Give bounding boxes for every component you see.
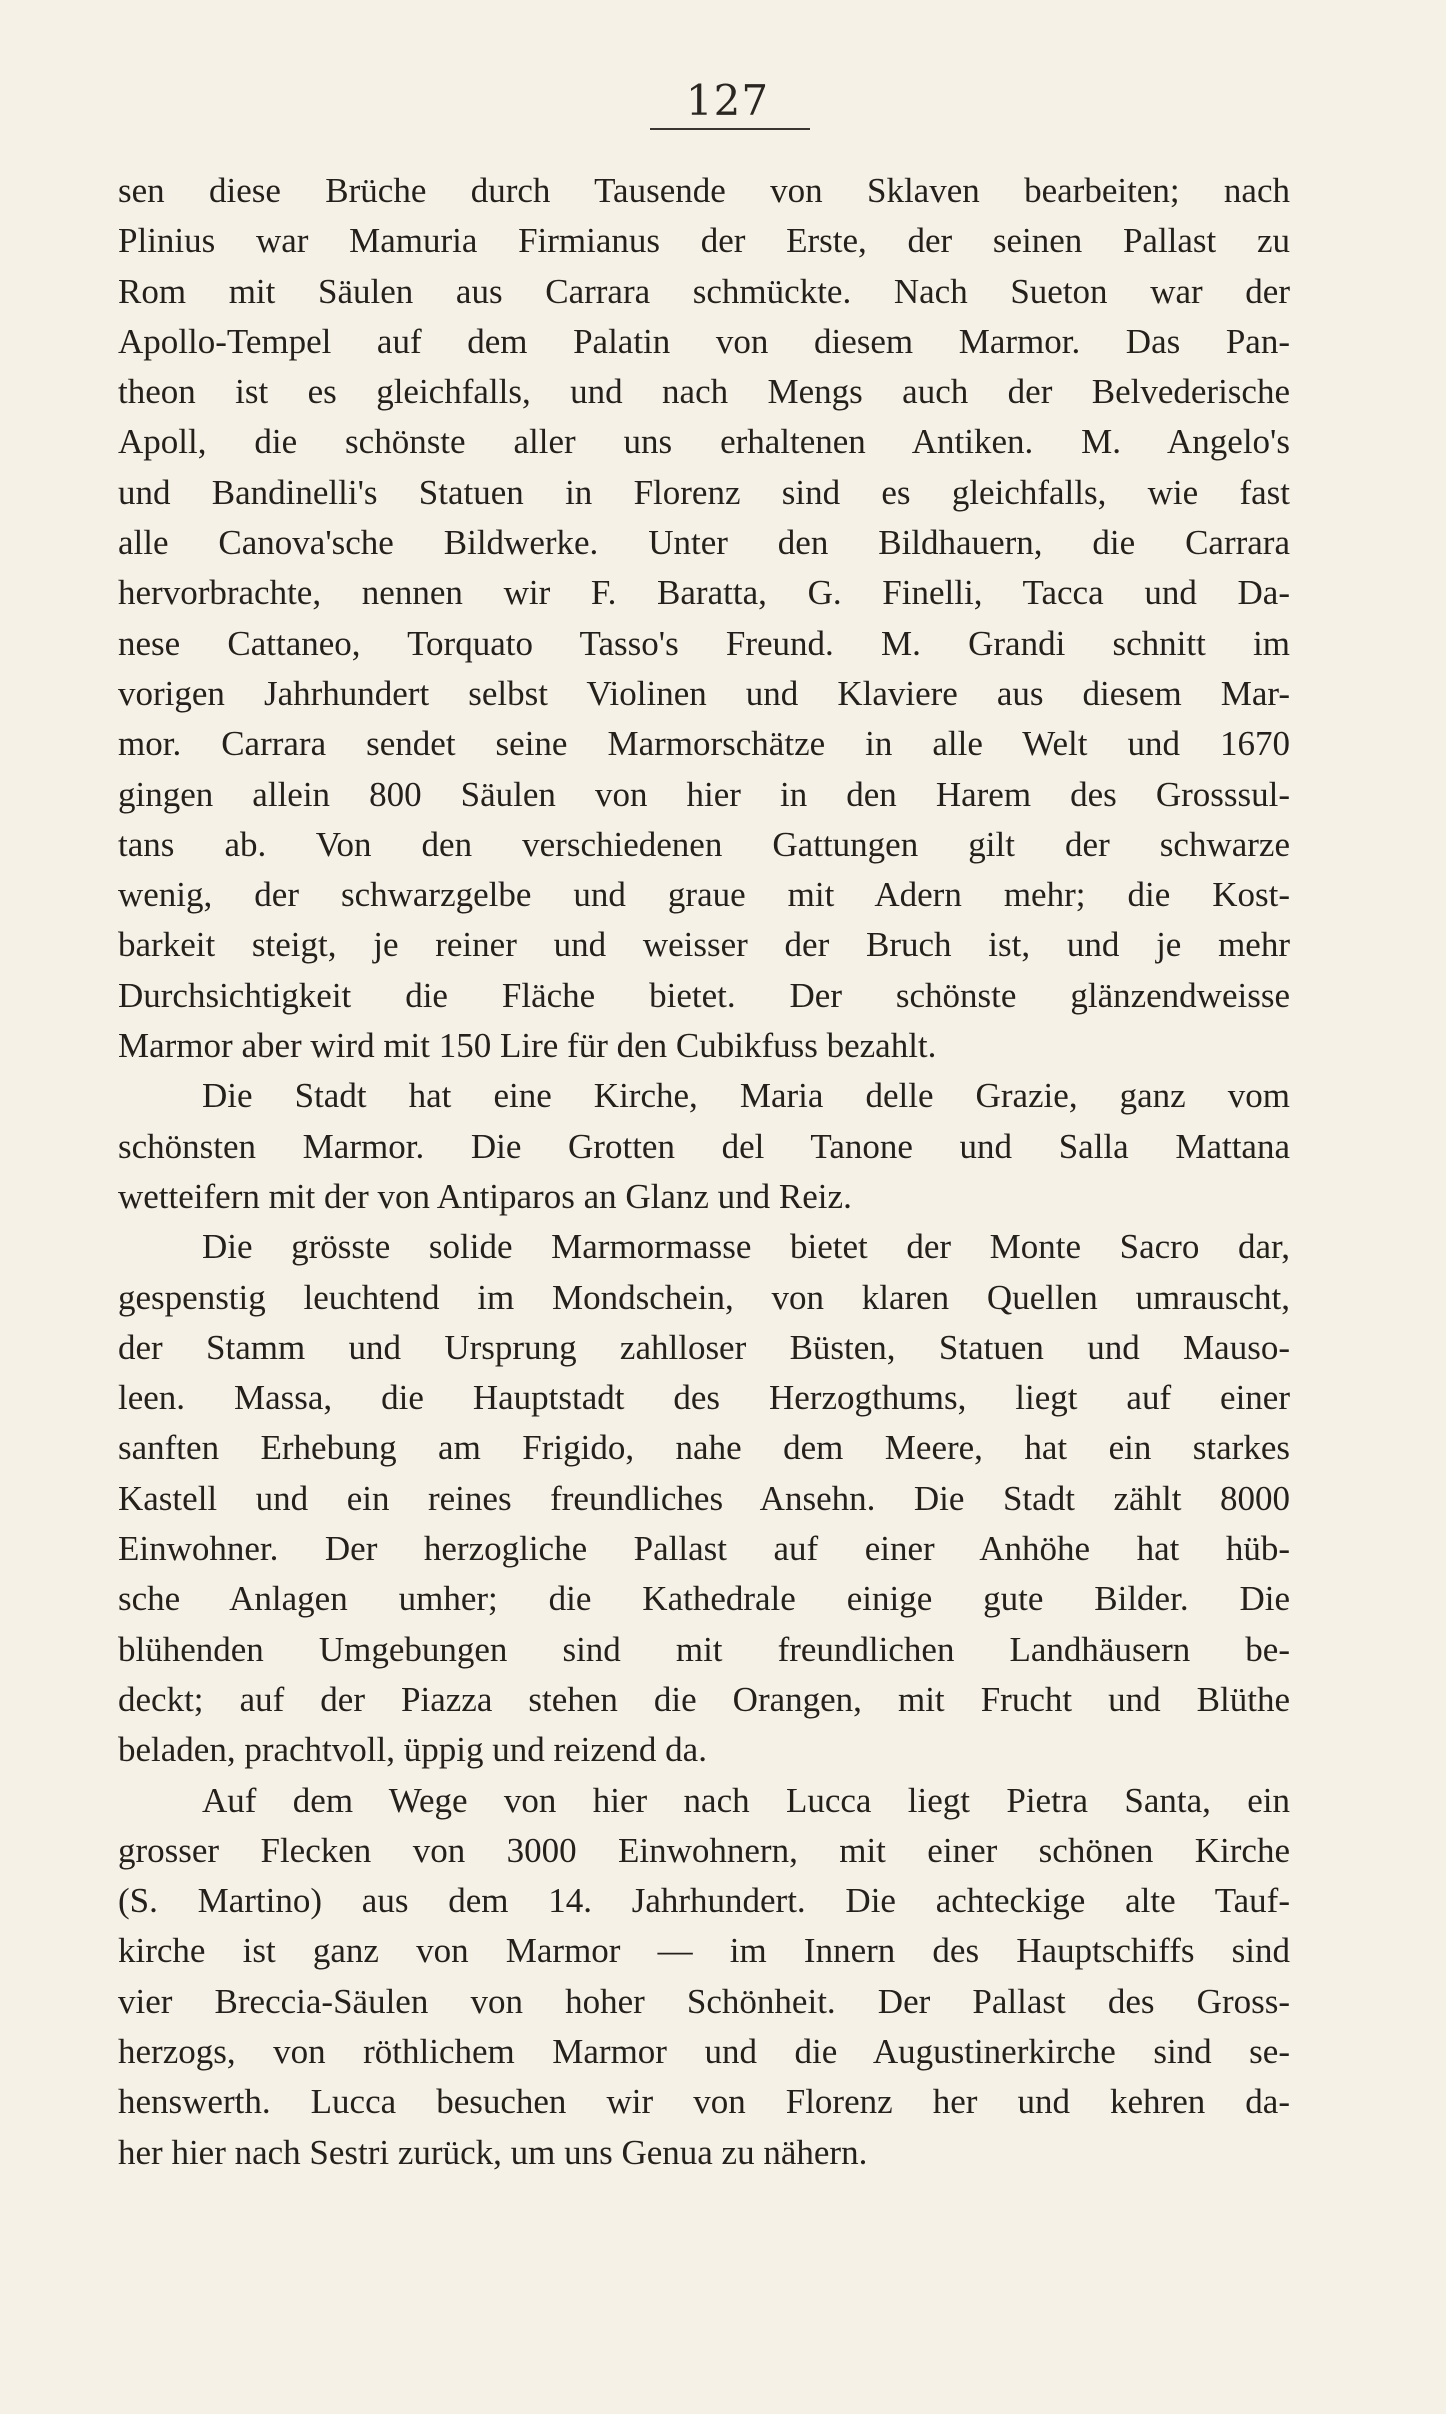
text-line: Kastell und ein reines freundliches Ansehn. Die Stadt zählt 8000 xyxy=(118,1478,1290,1518)
text-line: schönsten Marmor. Die Grotten del Tanone und Salla Mattana xyxy=(118,1126,1290,1166)
text-line: nese Cattaneo, Torquato Tasso's Freund. M. Grandi schnitt im xyxy=(118,623,1290,663)
text-line: alle Canova'sche Bildwerke. Unter den Bildhauern, die Carrara xyxy=(118,523,1290,563)
text-line: barkeit steigt, je reiner und weisser der Bruch ist, und je mehr xyxy=(118,925,1290,965)
body-text xyxy=(118,166,1290,2178)
text-line: Plinius war Mamuria Firmianus der Erste, der seinen Pallast zu xyxy=(118,221,1290,261)
text-line: wetteifern mit der von Antiparos an Glanz und Reiz. xyxy=(118,1176,852,1216)
text-line: Auf dem Wege von hier nach Lucca liegt Pietra Santa, ein xyxy=(202,1780,1290,1820)
text-line: tans ab. Von den verschiedenen Gattungen gilt der schwarze xyxy=(118,824,1290,864)
text-line: der Stamm und Ursprung zahlloser Büsten, Statuen und Mauso- xyxy=(118,1327,1290,1367)
text-line: blühenden Umgebungen sind mit freundlichen Landhäusern be- xyxy=(118,1629,1290,1669)
text-line: mor. Carrara sendet seine Marmorschätze in alle Welt und 1670 xyxy=(118,724,1290,764)
text-line: und Bandinelli's Statuen in Florenz sind es gleichfalls, wie fast xyxy=(118,472,1290,512)
text-line: henswerth. Lucca besuchen wir von Florenz her und kehren da- xyxy=(118,2082,1290,2122)
text-line: gingen allein 800 Säulen von hier in den Harem des Grosssul- xyxy=(118,774,1290,814)
text-line: sche Anlagen umher; die Kathedrale einige gute Bilder. Die xyxy=(118,1579,1290,1619)
text-line: her hier nach Sestri zurück, um uns Genua zu nähern. xyxy=(118,2132,868,2172)
text-line: leen. Massa, die Hauptstadt des Herzogthums, liegt auf einer xyxy=(118,1378,1290,1418)
text-line: Die grösste solide Marmormasse bietet der Monte Sacro dar, xyxy=(202,1227,1290,1267)
text-line: gespenstig leuchtend im Mondschein, von klaren Quellen umrauscht, xyxy=(118,1277,1290,1317)
text-line: grosser Flecken von 3000 Einwohnern, mit einer schönen Kirche xyxy=(118,1830,1290,1870)
text-line: vier Breccia-Säulen von hoher Schönheit. Der Pallast des Gross- xyxy=(118,1981,1290,2021)
text-line: Apollo-Tempel auf dem Palatin von diesem Marmor. Das Pan- xyxy=(118,321,1290,361)
text-line: Marmor aber wird mit 150 Lire für den Cubikfuss bezahlt. xyxy=(118,1026,937,1066)
text-line: herzogs, von röthlichem Marmor und die Augustinerkirche sind se- xyxy=(118,2031,1290,2071)
text-line: (S. Martino) aus dem 14. Jahrhundert. Die achteckige alte Tauf- xyxy=(118,1881,1290,1921)
text-line: beladen, prachtvoll, üppig und reizend da. xyxy=(118,1730,707,1770)
page-number-rule xyxy=(650,128,810,130)
text-line: Die Stadt hat eine Kirche, Maria delle Grazie, ganz vom xyxy=(202,1076,1290,1116)
text-line: vorigen Jahrhundert selbst Violinen und Klaviere aus diesem Mar- xyxy=(118,673,1290,713)
page-number: 127 xyxy=(685,76,770,125)
text-line: Apoll, die schönste aller uns erhaltenen Antiken. M. Angelo's xyxy=(118,422,1290,462)
text-line: deckt; auf der Piazza stehen die Orangen, mit Frucht und Blüthe xyxy=(118,1679,1290,1719)
text-line: Einwohner. Der herzogliche Pallast auf einer Anhöhe hat hüb- xyxy=(118,1529,1290,1569)
text-line: kirche ist ganz von Marmor — im Innern des Hauptschiffs sind xyxy=(118,1931,1290,1971)
text-line: Rom mit Säulen aus Carrara schmückte. Nach Sueton war der xyxy=(118,271,1290,311)
text-line: Durchsichtigkeit die Fläche bietet. Der schönste glänzendweisse xyxy=(118,975,1290,1015)
text-line: sen diese Brüche durch Tausende von Sklaven bearbeiten; nach xyxy=(118,171,1290,210)
text-line: theon ist es gleichfalls, und nach Mengs auch der Belvederische xyxy=(118,372,1290,412)
text-line: hervorbrachte, nennen wir F. Baratta, G. Finelli, Tacca und Da- xyxy=(118,573,1290,613)
text-line: wenig, der schwarzgelbe und graue mit Adern mehr; die Kost- xyxy=(118,875,1290,915)
text-line: sanften Erhebung am Frigido, nahe dem Meere, hat ein starkes xyxy=(118,1428,1290,1468)
